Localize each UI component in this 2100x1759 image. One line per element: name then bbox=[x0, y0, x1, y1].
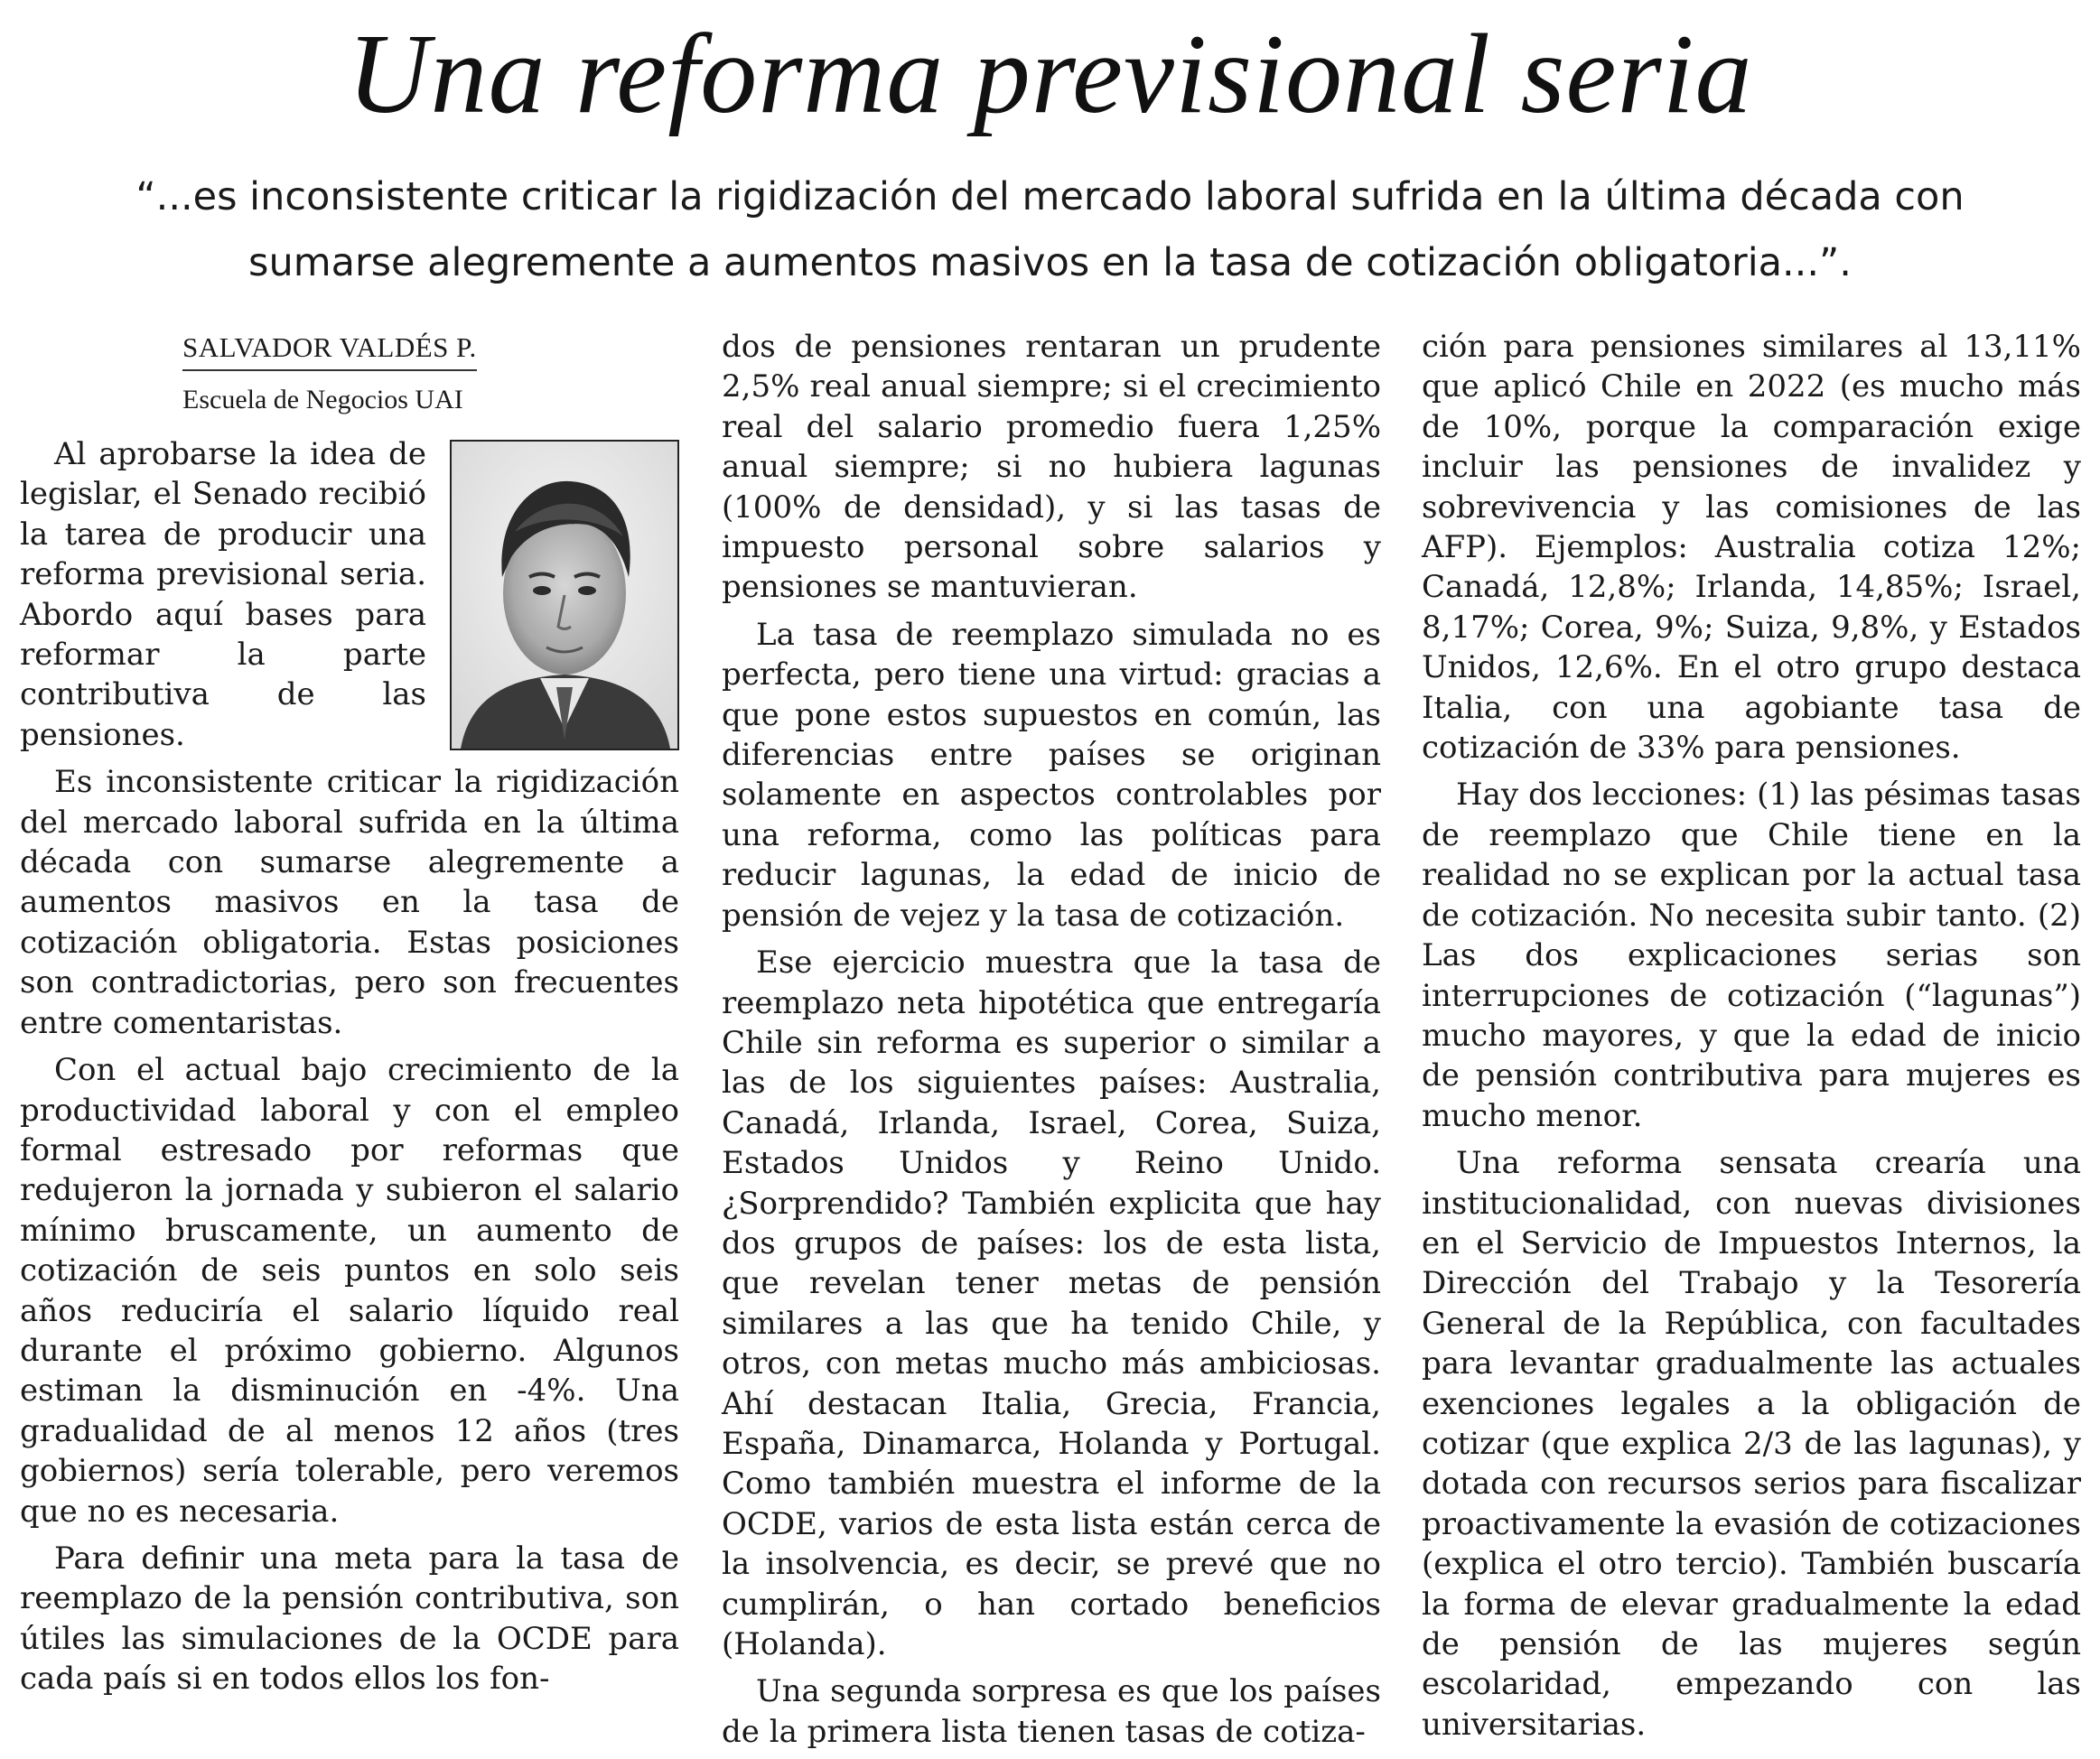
author-affiliation: Escuela de Negocios UAI bbox=[182, 385, 463, 414]
author-name: SALVADOR VALDÉS P. bbox=[182, 330, 477, 371]
byline bbox=[182, 327, 679, 418]
column-2 bbox=[722, 327, 1381, 1759]
paragraph: Hay dos lecciones: (1) las pésimas tasas de reemplazo que Chile tiene en la realidad no se explican por la actual tasa de cotización. No necesita subir tanto. (2) Las dos explicaciones serias son interrupciones de cotización (“lagunas”) mucho mayores, y que la edad de inicio de pensión contributiva para mujeres es mucho menor. bbox=[1422, 777, 2081, 1134]
pull-quote-deck: “...es inconsistente criticar la rigidización del mercado laboral sufrida en la última década con sumarse alegremente a aumentos masivos en la tasa de cotización obligatoria...”. bbox=[135, 174, 1965, 285]
paragraph: Ese ejercicio muestra que la tasa de reemplazo neta hipotética que entregaría Chile sin reforma es superior o similar a las de los siguientes países: Australia, Canadá, Irlanda, Israel, Corea, Suiza, Estados Unidos y Reino Unido. ¿Sorprendido? También explicita que hay dos grupos de países: los de esta lista, que revelan tener metas de pensión similares a las que ha tenido Chile, y otros, con metas mucho más ambiciosas. Ahí destacan Italia, Grecia, Francia, España, Dinamarca, Holanda y Portugal. Como también muestra el informe de la OCDE, varios de esta lista están cerca de la insolvencia, es decir, se prevé que no cumplirán, o han cortado beneficios (Holanda). bbox=[722, 945, 1381, 1662]
paragraph: Para definir una meta para la tasa de reemplazo de la pensión contributiva, son útiles las simulaciones de la OCDE para cada país si en todos ellos los fon- bbox=[20, 1540, 679, 1698]
headline: Una reforma previsional seria bbox=[347, 12, 1753, 137]
paragraph: Una reforma sensata crearía una institucionalidad, con nuevas divisiones en el Servicio de Impuestos Internos, la Dirección del Trabajo y la Tesorería General de la República, con facultades para levantar gradualmente las actuales exenciones legales a la obligación de cotizar (que explica 2/3 de las lagunas), y dotada con recursos serios para fiscalizar proactivamente la evasión de cotizaciones (explica el otro tercio). También buscaría la forma de elevar gradualmente la edad de pensión de las mujeres según escolaridad, empezando con las universitarias. bbox=[1422, 1145, 2081, 1743]
column-3 bbox=[1422, 327, 2081, 1752]
paragraph: Una segunda sorpresa es que los países de la primera lista tienen tasas de cotiza- bbox=[722, 1673, 1381, 1750]
paragraph: Con el actual bajo crecimiento de la productividad laboral y con el empleo formal estresado por reformas que redujeron la jornada y subieron el salario mínimo bruscamente, un aumento de cotización de seis puntos en solo seis años reduciría el salario líquido real durante el próximo gobierno. Algunos estiman la disminución en -4%. Una gradualidad de al menos 12 años (tres gobiernos) sería tolerable, pero veremos que no es necesaria. bbox=[20, 1052, 679, 1530]
paragraph: La tasa de reemplazo simulada no es perfecta, pero tiene una virtud: gracias a que pone estos supuestos en común, las diferencias entre países se originan solamente en aspectos controlables por una reforma, como las políticas para reducir lagunas, la edad de inicio de pensión de vejez y la tasa de cotización. bbox=[722, 616, 1381, 934]
paragraph: dos de pensiones rentaran un prudente 2,5% real anual siempre; si el crecimiento real del salario promedio fuera 1,25% anual siempre; si no hubiera lagunas (100% de densidad), y si las tasas de impuesto personal sobre salarios y pensiones se mantuvieran. bbox=[722, 329, 1381, 606]
portrait-photo-icon bbox=[452, 442, 677, 749]
paragraph: Al aprobarse la idea de legislar, el Senado recibió la tarea de producir una reforma previsional seria. Abordo aquí bases para reformar la parte contributiva de las pensiones. bbox=[20, 436, 426, 753]
column-1 bbox=[20, 327, 679, 1707]
paragraph: ción para pensiones similares al 13,11% que aplicó Chile en 2022 (es mucho más de 10%, porque la comparación exige incluir las pensiones de invalidez y sobrevivencia y las comisiones de las AFP). Ejemplos: Australia cotiza 12%; Canadá, 12,8%; Irlanda, 14,85%; Israel, 8,17%; Corea, 9%; Suiza, 9,8%, y Estados Unidos, 12,6%. En el otro grupo destaca Italia, con una agobiante tasa de cotización de 33% para pensiones. bbox=[1422, 329, 2081, 767]
article-body bbox=[20, 327, 2083, 1750]
paragraph: Es inconsistente criticar la rigidización del mercado laboral sufrida en la última década con sumarse alegremente a aumentos masivos en la tasa de cotización obligatoria. Estas posiciones son contradictorias, pero son frecuentes entre comentaristas. bbox=[20, 764, 679, 1041]
author-portrait-photo bbox=[450, 440, 679, 750]
